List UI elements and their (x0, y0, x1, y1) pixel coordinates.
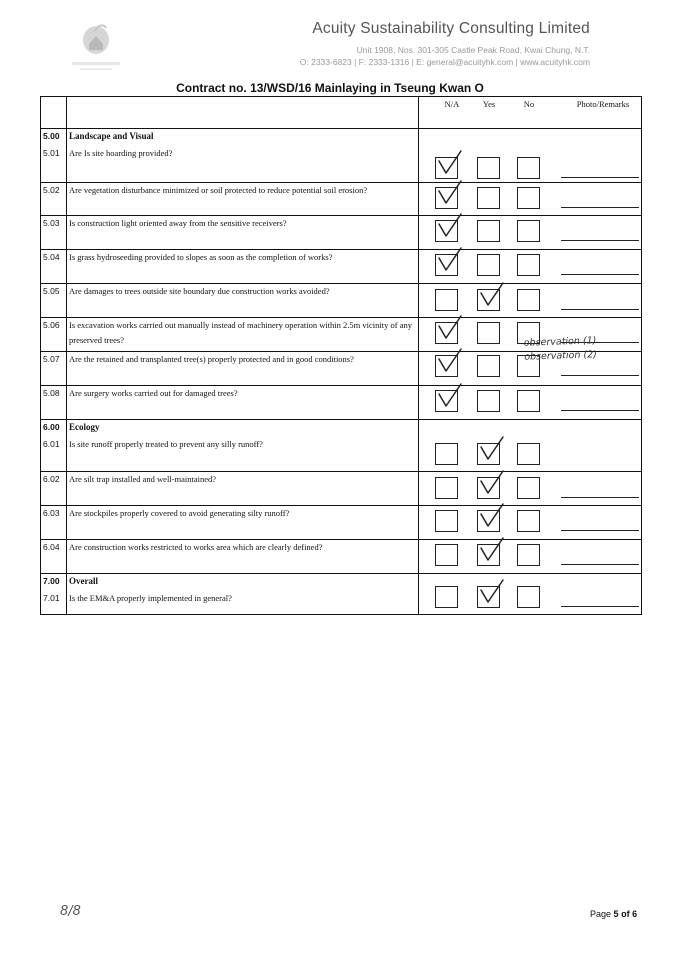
item-number: 6.02 (43, 474, 60, 484)
section-title: Landscape and Visual (69, 131, 154, 141)
item-question: Are surgery works carried out for damaged trees? (69, 388, 238, 398)
page-title: Contract no. 13/WSD/16 Mainlaying in Tseung Kwan O (176, 81, 484, 95)
checkbox-yes[interactable] (477, 390, 500, 412)
item-number: 6.04 (43, 542, 60, 552)
col-header-remarks: Photo/Remarks (576, 99, 630, 109)
item-question: Are the retained and transplanted tree(s) properly protected and in good conditions? (69, 354, 354, 364)
item-question: Are silt trap installed and well-maintained? (69, 474, 217, 484)
checkmark-icon (436, 246, 464, 279)
checkbox-no[interactable] (517, 220, 540, 242)
row-divider (41, 573, 641, 574)
checkmark-icon (478, 281, 506, 314)
checkbox-na[interactable] (435, 443, 458, 465)
item-question: Is grass hydroseeding provided to slopes as soon as the completion of works? (69, 252, 333, 262)
checkmark-icon (478, 536, 506, 569)
item-question: Is the EM&A properly implemented in general? (69, 593, 232, 603)
checkbox-na[interactable] (435, 544, 458, 566)
remarks-line[interactable] (561, 410, 639, 411)
checkbox-yes[interactable] (477, 187, 500, 209)
checkmark-icon (436, 314, 464, 347)
col-header-no: No (523, 99, 535, 109)
section-number: 7.00 (43, 576, 60, 586)
item-question: Is site runoff properly treated to prevent any silly runoff? (69, 439, 263, 449)
item-number: 5.06 (43, 320, 60, 330)
item-question: Are vegetation disturbance minimized or soil protected to reduce potential soil erosion? (69, 185, 368, 195)
checkbox-yes[interactable] (477, 157, 500, 179)
remarks-line[interactable] (561, 564, 639, 565)
remarks-line[interactable] (561, 207, 639, 208)
page-of: of (621, 909, 630, 919)
item-question: Are damages to trees outside site boundary due construction works avoided? (69, 286, 330, 296)
checkbox-no[interactable] (517, 289, 540, 311)
checkbox-yes[interactable] (477, 322, 500, 344)
item-number: 5.02 (43, 185, 60, 195)
item-number: 5.05 (43, 286, 60, 296)
item-number: 5.08 (43, 388, 60, 398)
remarks-line[interactable] (561, 177, 639, 178)
company-name: Acuity Sustainability Consulting Limited (312, 20, 590, 37)
checkmark-icon (478, 469, 506, 502)
checkmark-icon (478, 578, 506, 611)
section-number: 5.00 (43, 131, 60, 141)
checkbox-no[interactable] (517, 586, 540, 608)
remarks-line[interactable] (561, 497, 639, 498)
checkbox-no[interactable] (517, 477, 540, 499)
handwritten-page-number: 8/8 (60, 904, 81, 919)
checkmark-icon (478, 502, 506, 535)
remark-line: observation (1) (523, 335, 597, 349)
row-divider (41, 128, 641, 129)
checkmark-icon (478, 435, 506, 468)
company-contact: O: 2333-6823 | F: 2333-1316 | E: general@acuityhk.com | www.acuityhk.com (299, 57, 590, 67)
remarks-line[interactable] (561, 240, 639, 241)
col-header-na: N/A (444, 99, 460, 109)
checkbox-na[interactable] (435, 477, 458, 499)
col-header-yes: Yes (482, 99, 496, 109)
checkbox-no[interactable] (517, 254, 540, 276)
section-number: 6.00 (43, 422, 60, 432)
checkbox-no[interactable] (517, 443, 540, 465)
company-address-block (230, 44, 590, 68)
remarks-line[interactable] (561, 375, 639, 376)
checkbox-no[interactable] (517, 390, 540, 412)
handwritten-remarks (524, 333, 625, 364)
item-number: 6.03 (43, 508, 60, 518)
checkbox-na[interactable] (435, 510, 458, 532)
item-number: 5.04 (43, 252, 60, 262)
item-question: Are stockpiles properly covered to avoid generating silty runoff? (69, 508, 290, 518)
checkmark-icon (436, 179, 464, 212)
checkmark-icon (436, 212, 464, 245)
item-question: Are Is site hoarding provided? (69, 148, 173, 158)
item-question: Are construction works restricted to works area which are clearly defined? (69, 542, 323, 552)
checkbox-no[interactable] (517, 544, 540, 566)
checkmark-icon (436, 382, 464, 415)
checkmark-icon (436, 347, 464, 380)
item-question: Is construction light oriented away from the sensitive receivers? (69, 218, 287, 228)
section-title: Overall (69, 576, 98, 586)
remarks-line[interactable] (561, 606, 639, 607)
section-title: Ecology (69, 422, 100, 432)
page-current: 5 (613, 909, 619, 919)
company-address: Unit 1908, Nos. 301-305 Castle Peak Road, Kwai Chung, N.T. (356, 45, 590, 55)
checkbox-no[interactable] (517, 510, 540, 532)
remarks-line[interactable] (561, 309, 639, 310)
remark-line: observation (2) (524, 349, 598, 363)
item-number: 5.03 (43, 218, 60, 228)
checkbox-no[interactable] (517, 187, 540, 209)
item-question: Is excavation works carried out manually instead of machinery operation within 2.5m vicinity of any preserved trees? (69, 320, 412, 345)
col-divider (418, 97, 419, 614)
checkbox-yes[interactable] (477, 355, 500, 377)
checkbox-no[interactable] (517, 157, 540, 179)
item-number: 5.07 (43, 354, 60, 364)
company-logo (60, 18, 132, 74)
item-number: 7.01 (43, 593, 60, 603)
checkbox-na[interactable] (435, 289, 458, 311)
remarks-line[interactable] (561, 530, 639, 531)
remarks-line[interactable] (561, 274, 639, 275)
checkbox-na[interactable] (435, 586, 458, 608)
item-number: 6.01 (43, 439, 60, 449)
page-number (590, 909, 637, 919)
checkmark-icon (436, 149, 464, 182)
col-divider (66, 97, 67, 614)
checkbox-yes[interactable] (477, 254, 500, 276)
page-label: Page (590, 909, 612, 919)
row-divider (41, 419, 641, 420)
item-number: 5.01 (43, 148, 60, 158)
checkbox-yes[interactable] (477, 220, 500, 242)
page-total: 6 (632, 909, 638, 919)
